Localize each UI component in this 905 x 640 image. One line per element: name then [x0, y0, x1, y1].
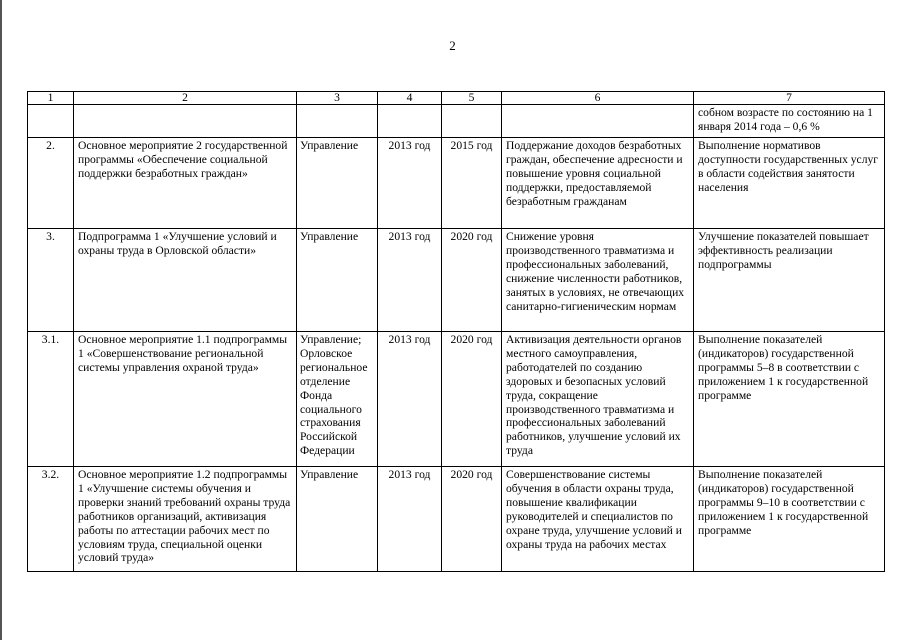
page-left-edge [0, 0, 2, 640]
indicator-link: Выполнение показателей (индикаторов) государственной программы 5–8 в соответствии с приложением 1 к государственной программе [694, 332, 885, 467]
end-year: 2020 год [442, 332, 502, 467]
start-year: 2013 год [378, 229, 442, 332]
header-cell: 1 [28, 92, 74, 105]
indicator-link: Выполнение показателей (индикаторов) государственной программы 9–10 в соответствии с приложением 1 к государственной программе [694, 467, 885, 572]
table-row [28, 138, 885, 229]
row-number: 2. [28, 138, 74, 229]
header-cell: 6 [502, 92, 694, 105]
executor [297, 105, 378, 138]
page-number: 2 [449, 38, 456, 53]
measure-name: Основное мероприятие 1.1 подпрограммы 1 «Совершенствование региональной системы управления охраной труда» [74, 332, 297, 467]
expected-result: Совершенствование системы обучения в области охраны труда, повышение квалификации руководителей и специалистов по охране труда, улучшение условий и охраны труда на рабочих местах [502, 467, 694, 572]
expected-result: Поддержание доходов безработных граждан, обеспечение адресности и повышение уровня социальной поддержки, предоставляемой безработным гражданам [502, 138, 694, 229]
header-cell: 2 [74, 92, 297, 105]
table-row [28, 332, 885, 467]
header-row [28, 92, 885, 105]
start-year: 2013 год [378, 332, 442, 467]
end-year: 2015 год [442, 138, 502, 229]
indicator-link: собном возрасте по состоянию на 1 января 2014 года – 0,6 % [694, 105, 885, 138]
expected-result [502, 105, 694, 138]
header-cell: 3 [297, 92, 378, 105]
header-cell: 4 [378, 92, 442, 105]
start-year: 2013 год [378, 138, 442, 229]
end-year: 2020 год [442, 229, 502, 332]
executor: Управление [297, 229, 378, 332]
row-number [28, 105, 74, 138]
indicator-link: Выполнение нормативов доступности государственных услуг в области содействия занятости населения [694, 138, 885, 229]
table-row [28, 467, 885, 572]
start-year [378, 105, 442, 138]
executor: Управление; Орловское региональное отделение Фонда социального страхования Российской Федерации [297, 332, 378, 467]
measure-name [74, 105, 297, 138]
measures-table [27, 91, 885, 572]
header-cell: 5 [442, 92, 502, 105]
table-row [28, 229, 885, 332]
executor: Управление [297, 467, 378, 572]
expected-result: Снижение уровня производственного травматизма и профессиональных заболеваний, снижение численности работников, занятых в условиях, не отвечающих санитарно-гигиеническим нормам [502, 229, 694, 332]
row-number: 3. [28, 229, 74, 332]
row-number: 3.2. [28, 467, 74, 572]
measure-name: Основное мероприятие 2 государственной программы «Обеспечение социальной поддержки безработных граждан» [74, 138, 297, 229]
end-year [442, 105, 502, 138]
start-year: 2013 год [378, 467, 442, 572]
measure-name: Основное мероприятие 1.2 подпрограммы 1 «Улучшение системы обучения и проверки знаний требований охраны труда работников организаций, активизация работы по аттестации рабочих мест по условиям труда, специальной оценки условий труда» [74, 467, 297, 572]
header-cell: 7 [694, 92, 885, 105]
end-year: 2020 год [442, 467, 502, 572]
table-row [28, 105, 885, 138]
row-number: 3.1. [28, 332, 74, 467]
executor: Управление [297, 138, 378, 229]
measure-name: Подпрограмма 1 «Улучшение условий и охраны труда в Орловской области» [74, 229, 297, 332]
expected-result: Активизация деятельности органов местного самоуправления, работодателей по созданию здоровых и безопасных условий труда, сокращение производственного травматизма и профессиональных заболеваний работников, улучшение условий их труда [502, 332, 694, 467]
indicator-link: Улучшение показателей повышает эффективность реализации подпрограммы [694, 229, 885, 332]
